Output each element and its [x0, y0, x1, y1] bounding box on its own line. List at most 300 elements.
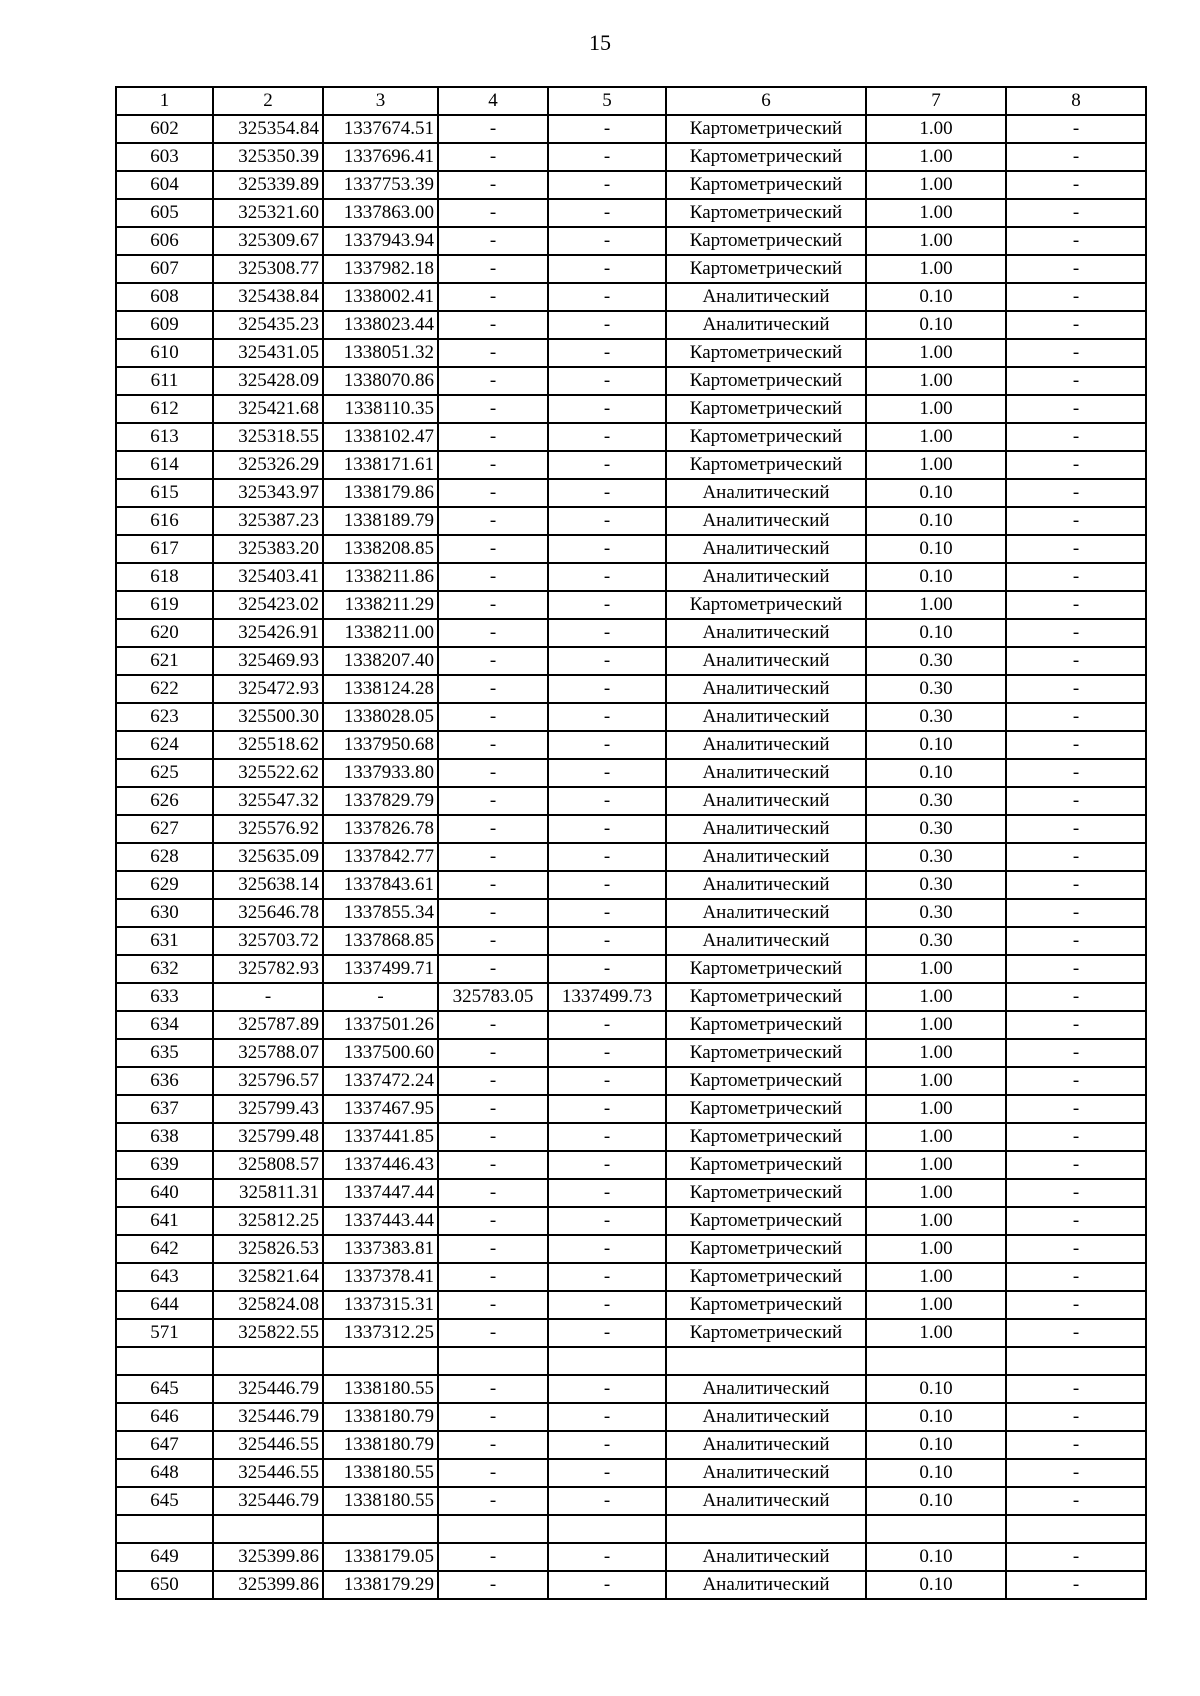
table-row — [116, 1515, 1146, 1543]
table-cell: 1.00 — [866, 171, 1006, 199]
table-cell — [666, 1515, 866, 1543]
table-cell: - — [1006, 591, 1146, 619]
table-cell: - — [548, 1375, 666, 1403]
table-cell: 1338179.86 — [323, 479, 438, 507]
table-cell: - — [1006, 1375, 1146, 1403]
table-cell: - — [1006, 675, 1146, 703]
table-cell: Аналитический — [666, 675, 866, 703]
table-cell: 0.10 — [866, 731, 1006, 759]
table-cell: 1338002.41 — [323, 283, 438, 311]
table-cell: - — [1006, 843, 1146, 871]
table-cell: 325435.23 — [213, 311, 323, 339]
table-cell: 325446.79 — [213, 1403, 323, 1431]
table-cell: - — [438, 339, 548, 367]
table-cell: - — [548, 1571, 666, 1599]
table-cell: Картометрический — [666, 1207, 866, 1235]
table-cell: - — [1006, 255, 1146, 283]
table-cell: 623 — [116, 703, 213, 731]
table-row — [116, 1543, 1146, 1571]
table-cell: 1337383.81 — [323, 1235, 438, 1263]
table-cell: 624 — [116, 731, 213, 759]
table-cell: Аналитический — [666, 507, 866, 535]
table-cell: - — [438, 1375, 548, 1403]
table-cell: 643 — [116, 1263, 213, 1291]
table-cell: 325343.97 — [213, 479, 323, 507]
table-cell: Аналитический — [666, 1543, 866, 1571]
table-row — [116, 591, 1146, 619]
table-cell: - — [438, 675, 548, 703]
table-cell: - — [438, 227, 548, 255]
table-cell: - — [1006, 927, 1146, 955]
table-cell: 647 — [116, 1431, 213, 1459]
table-cell: - — [438, 1291, 548, 1319]
table-cell — [323, 1347, 438, 1375]
table-cell: 610 — [116, 339, 213, 367]
table-cell: Картометрический — [666, 1319, 866, 1347]
table-cell — [116, 1347, 213, 1375]
table-cell: Картометрический — [666, 115, 866, 143]
table-cell: 1338180.55 — [323, 1459, 438, 1487]
table-cell: - — [438, 1207, 548, 1235]
table-cell: - — [1006, 647, 1146, 675]
table-row — [116, 1207, 1146, 1235]
table-cell: 1.00 — [866, 955, 1006, 983]
table-cell: 1.00 — [866, 115, 1006, 143]
table-cell: - — [438, 1319, 548, 1347]
table-cell: Картометрический — [666, 367, 866, 395]
table-cell: - — [548, 423, 666, 451]
table-cell: 0.10 — [866, 563, 1006, 591]
table-row — [116, 759, 1146, 787]
table-cell: - — [548, 1487, 666, 1515]
table-cell: Аналитический — [666, 871, 866, 899]
table-cell: - — [1006, 955, 1146, 983]
table-cell: 1338180.79 — [323, 1431, 438, 1459]
table-cell: 1.00 — [866, 1319, 1006, 1347]
table-cell: - — [1006, 1403, 1146, 1431]
table-cell: 1337674.51 — [323, 115, 438, 143]
table-cell: 325321.60 — [213, 199, 323, 227]
table-cell: - — [548, 451, 666, 479]
table-cell: - — [438, 787, 548, 815]
table-cell: 1337446.43 — [323, 1151, 438, 1179]
column-header: 6 — [666, 87, 866, 115]
table-cell: 1.00 — [866, 1011, 1006, 1039]
table-row — [116, 955, 1146, 983]
column-header: 4 — [438, 87, 548, 115]
table-cell: 634 — [116, 1011, 213, 1039]
table-cell: 1.00 — [866, 1179, 1006, 1207]
table-cell: - — [438, 1403, 548, 1431]
table-cell: Аналитический — [666, 535, 866, 563]
table-cell: 0.30 — [866, 787, 1006, 815]
table-cell: - — [438, 423, 548, 451]
table-cell: - — [1006, 787, 1146, 815]
table-cell: Аналитический — [666, 703, 866, 731]
table-cell: 636 — [116, 1067, 213, 1095]
table-cell: 1.00 — [866, 423, 1006, 451]
table-cell: - — [1006, 1151, 1146, 1179]
table-row — [116, 1375, 1146, 1403]
table-cell: - — [1006, 227, 1146, 255]
table-cell — [438, 1347, 548, 1375]
table-cell: - — [548, 1039, 666, 1067]
table-cell: 612 — [116, 395, 213, 423]
table-cell: 1337501.26 — [323, 1011, 438, 1039]
table-cell: - — [438, 647, 548, 675]
table-cell: - — [548, 759, 666, 787]
table-cell: Картометрический — [666, 1067, 866, 1095]
table-cell: 628 — [116, 843, 213, 871]
table-cell: 1337753.39 — [323, 171, 438, 199]
table-cell: 1337378.41 — [323, 1263, 438, 1291]
table-cell: - — [548, 227, 666, 255]
table-cell: - — [438, 955, 548, 983]
table-cell: - — [1006, 619, 1146, 647]
table-body — [116, 115, 1146, 1599]
table-cell — [1006, 1347, 1146, 1375]
table-cell: - — [1006, 171, 1146, 199]
table-cell: 622 — [116, 675, 213, 703]
table-cell: - — [438, 311, 548, 339]
table-row — [116, 1319, 1146, 1347]
table-cell: - — [1006, 199, 1146, 227]
table-cell: 325383.20 — [213, 535, 323, 563]
table-cell: - — [1006, 1235, 1146, 1263]
table-cell: - — [548, 311, 666, 339]
table-cell: 619 — [116, 591, 213, 619]
table-cell: 0.30 — [866, 815, 1006, 843]
table-cell: - — [1006, 1123, 1146, 1151]
table-cell: 0.10 — [866, 1543, 1006, 1571]
table-cell: - — [548, 1431, 666, 1459]
table-cell: 325635.09 — [213, 843, 323, 871]
page-number: 15 — [589, 30, 611, 55]
table-cell: 1338179.05 — [323, 1543, 438, 1571]
table-cell: 641 — [116, 1207, 213, 1235]
table-row — [116, 535, 1146, 563]
column-header: 3 — [323, 87, 438, 115]
table-cell: 632 — [116, 955, 213, 983]
table-cell: Картометрический — [666, 199, 866, 227]
table-cell: 1337933.80 — [323, 759, 438, 787]
table-cell: 325808.57 — [213, 1151, 323, 1179]
table-cell: 648 — [116, 1459, 213, 1487]
table-cell: Аналитический — [666, 1459, 866, 1487]
table-cell: 325426.91 — [213, 619, 323, 647]
table-cell: 325787.89 — [213, 1011, 323, 1039]
table-cell: 1.00 — [866, 983, 1006, 1011]
table-cell: - — [438, 1459, 548, 1487]
table-cell: - — [548, 1123, 666, 1151]
table-cell: 1337499.73 — [548, 983, 666, 1011]
table-cell: 1.00 — [866, 1207, 1006, 1235]
table-cell: - — [1006, 339, 1146, 367]
table-row — [116, 1459, 1146, 1487]
table-cell: Картометрический — [666, 423, 866, 451]
table-cell: - — [438, 1151, 548, 1179]
table-cell: 1337312.25 — [323, 1319, 438, 1347]
table-cell: 325326.29 — [213, 451, 323, 479]
table-cell: - — [1006, 1487, 1146, 1515]
table-cell: 1.00 — [866, 1095, 1006, 1123]
table-cell: - — [438, 1123, 548, 1151]
table-row — [116, 1571, 1146, 1599]
table-cell: 1338180.55 — [323, 1487, 438, 1515]
table-row — [116, 619, 1146, 647]
table-cell: Аналитический — [666, 619, 866, 647]
table-row — [116, 703, 1146, 731]
table-cell: - — [1006, 115, 1146, 143]
table-cell: 1.00 — [866, 1067, 1006, 1095]
table-row — [116, 675, 1146, 703]
table-cell: Аналитический — [666, 1403, 866, 1431]
table-cell: 611 — [116, 367, 213, 395]
table-cell: - — [1006, 1291, 1146, 1319]
table-cell: - — [438, 451, 548, 479]
table-cell: - — [1006, 759, 1146, 787]
table-cell: 1337441.85 — [323, 1123, 438, 1151]
table-cell: 637 — [116, 1095, 213, 1123]
table-cell: - — [438, 899, 548, 927]
table-cell: 0.30 — [866, 703, 1006, 731]
table-cell: 325350.39 — [213, 143, 323, 171]
table-cell: 1.00 — [866, 255, 1006, 283]
table-cell: 642 — [116, 1235, 213, 1263]
table-cell — [866, 1347, 1006, 1375]
table-cell: - — [548, 563, 666, 591]
table-cell: - — [1006, 1011, 1146, 1039]
table-cell: 1337315.31 — [323, 1291, 438, 1319]
table-row — [116, 507, 1146, 535]
table-row — [116, 563, 1146, 591]
table-cell: 0.30 — [866, 899, 1006, 927]
table-cell: - — [438, 479, 548, 507]
table-cell: Картометрический — [666, 1263, 866, 1291]
table-row — [116, 479, 1146, 507]
table-row — [116, 927, 1146, 955]
table-cell: - — [438, 1011, 548, 1039]
table-row — [116, 367, 1146, 395]
table-cell: 1338070.86 — [323, 367, 438, 395]
table-cell: - — [438, 563, 548, 591]
table-cell: 0.10 — [866, 1431, 1006, 1459]
table-cell — [1006, 1515, 1146, 1543]
table-cell: 1338102.47 — [323, 423, 438, 451]
table-cell: - — [438, 255, 548, 283]
table-cell: - — [1006, 423, 1146, 451]
table-cell: 1337500.60 — [323, 1039, 438, 1067]
table-cell: 571 — [116, 1319, 213, 1347]
table-cell: 325811.31 — [213, 1179, 323, 1207]
table-cell: - — [438, 591, 548, 619]
table-row — [116, 1291, 1146, 1319]
table-cell: 1337943.94 — [323, 227, 438, 255]
table-cell: 1.00 — [866, 199, 1006, 227]
table-cell: - — [1006, 451, 1146, 479]
table-cell: - — [1006, 311, 1146, 339]
table-cell: Картометрический — [666, 1095, 866, 1123]
table-cell: - — [548, 787, 666, 815]
table-row — [116, 1011, 1146, 1039]
table-cell: Картометрический — [666, 1151, 866, 1179]
table-cell: - — [548, 1207, 666, 1235]
table-cell: 609 — [116, 311, 213, 339]
table-cell: - — [1006, 1431, 1146, 1459]
table-cell: - — [548, 1095, 666, 1123]
table-cell: - — [548, 171, 666, 199]
table-cell: 325431.05 — [213, 339, 323, 367]
table-row — [116, 787, 1146, 815]
table-cell: 1338023.44 — [323, 311, 438, 339]
table-row — [116, 339, 1146, 367]
table-cell: - — [548, 647, 666, 675]
table-row — [116, 227, 1146, 255]
table-cell: 630 — [116, 899, 213, 927]
table-cell: 633 — [116, 983, 213, 1011]
table-cell: 1338179.29 — [323, 1571, 438, 1599]
table-cell: 325469.93 — [213, 647, 323, 675]
table-cell: - — [548, 1263, 666, 1291]
table-cell: - — [548, 591, 666, 619]
table-cell: Аналитический — [666, 311, 866, 339]
table-cell: - — [438, 871, 548, 899]
table-cell: - — [438, 927, 548, 955]
table-cell: 629 — [116, 871, 213, 899]
column-header: 5 — [548, 87, 666, 115]
table-cell: Аналитический — [666, 1431, 866, 1459]
table-cell: 325826.53 — [213, 1235, 323, 1263]
table-cell — [323, 1515, 438, 1543]
table-row — [116, 1235, 1146, 1263]
table-cell: - — [1006, 367, 1146, 395]
table-cell: 325399.86 — [213, 1571, 323, 1599]
table-cell: 325799.48 — [213, 1123, 323, 1151]
table-cell: - — [1006, 731, 1146, 759]
table-cell: 1338211.29 — [323, 591, 438, 619]
table-cell: 639 — [116, 1151, 213, 1179]
table-cell: - — [548, 675, 666, 703]
table-cell: 325796.57 — [213, 1067, 323, 1095]
table-cell: 640 — [116, 1179, 213, 1207]
table-cell: - — [548, 339, 666, 367]
table-cell: Аналитический — [666, 479, 866, 507]
table-cell: 649 — [116, 1543, 213, 1571]
table-cell: - — [438, 143, 548, 171]
table-cell: - — [548, 199, 666, 227]
table-cell: 0.30 — [866, 843, 1006, 871]
table-cell: - — [548, 815, 666, 843]
table-cell — [866, 1515, 1006, 1543]
table-cell: - — [438, 731, 548, 759]
table-row — [116, 283, 1146, 311]
table-cell: 1337499.71 — [323, 955, 438, 983]
table-row — [116, 1403, 1146, 1431]
table-cell: - — [548, 871, 666, 899]
table-cell: 325638.14 — [213, 871, 323, 899]
table-row — [116, 899, 1146, 927]
table-cell: - — [548, 115, 666, 143]
table-cell: 650 — [116, 1571, 213, 1599]
table-cell: 1338207.40 — [323, 647, 438, 675]
table-cell — [116, 1515, 213, 1543]
table-cell: 1337863.00 — [323, 199, 438, 227]
table-cell: Аналитический — [666, 787, 866, 815]
table-cell: - — [548, 1235, 666, 1263]
table-cell: 617 — [116, 535, 213, 563]
table-cell: 325309.67 — [213, 227, 323, 255]
table-cell: 1337829.79 — [323, 787, 438, 815]
table-cell: 0.10 — [866, 1487, 1006, 1515]
header-row — [116, 87, 1146, 115]
column-header: 8 — [1006, 87, 1146, 115]
table-cell: Картометрический — [666, 983, 866, 1011]
table-cell: 325354.84 — [213, 115, 323, 143]
table-cell: 625 — [116, 759, 213, 787]
table-cell: 1337855.34 — [323, 899, 438, 927]
table-row — [116, 983, 1146, 1011]
table-cell: Картометрический — [666, 1123, 866, 1151]
table-cell: - — [548, 1067, 666, 1095]
table-cell: 635 — [116, 1039, 213, 1067]
table-cell: 644 — [116, 1291, 213, 1319]
table-cell: - — [1006, 703, 1146, 731]
table-cell: - — [438, 619, 548, 647]
table-cell: 325446.55 — [213, 1431, 323, 1459]
table-cell: Аналитический — [666, 1375, 866, 1403]
table-cell: 325646.78 — [213, 899, 323, 927]
table-cell: 325782.93 — [213, 955, 323, 983]
table-cell: 645 — [116, 1487, 213, 1515]
table-cell: 1338028.05 — [323, 703, 438, 731]
table-cell: 627 — [116, 815, 213, 843]
table-cell: 0.30 — [866, 927, 1006, 955]
table-cell: - — [438, 367, 548, 395]
table-cell: 325812.25 — [213, 1207, 323, 1235]
table-cell: 325547.32 — [213, 787, 323, 815]
table-cell: 325472.93 — [213, 675, 323, 703]
table-cell: 638 — [116, 1123, 213, 1151]
table-cell: - — [548, 1319, 666, 1347]
table-row — [116, 143, 1146, 171]
table-cell: 0.10 — [866, 507, 1006, 535]
table-cell: - — [1006, 479, 1146, 507]
column-header: 1 — [116, 87, 213, 115]
table-cell: 325783.05 — [438, 983, 548, 1011]
table-cell: - — [438, 199, 548, 227]
table-cell — [548, 1515, 666, 1543]
table-cell: - — [548, 1459, 666, 1487]
table-cell: - — [438, 283, 548, 311]
table-cell: 0.10 — [866, 1571, 1006, 1599]
table-cell: 1338211.86 — [323, 563, 438, 591]
table-cell: 603 — [116, 143, 213, 171]
table-cell: - — [548, 899, 666, 927]
table-cell: 1338171.61 — [323, 451, 438, 479]
table-cell: - — [213, 983, 323, 1011]
table-cell: - — [548, 1543, 666, 1571]
table-cell: - — [1006, 1067, 1146, 1095]
table-cell: - — [548, 367, 666, 395]
table-cell — [213, 1347, 323, 1375]
table-cell: - — [438, 1235, 548, 1263]
table-cell: Картометрический — [666, 451, 866, 479]
table-cell: - — [1006, 395, 1146, 423]
table-cell: - — [438, 1039, 548, 1067]
table-cell: Картометрический — [666, 955, 866, 983]
table-cell: 613 — [116, 423, 213, 451]
table-cell: Аналитический — [666, 283, 866, 311]
